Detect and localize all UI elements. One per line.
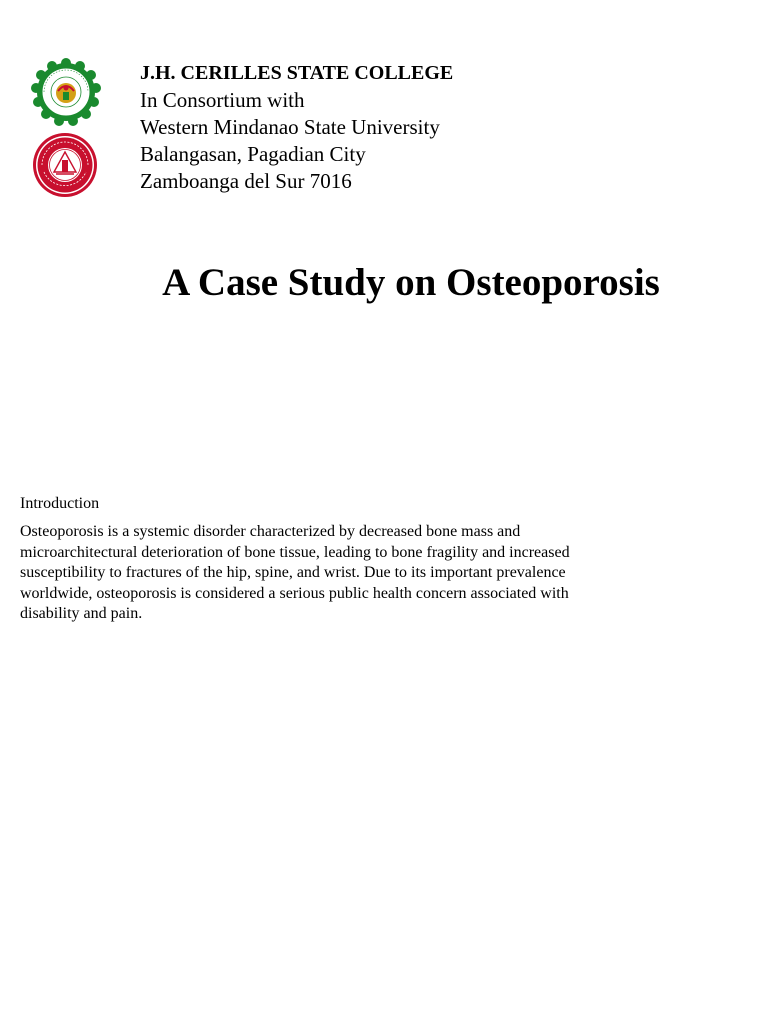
paragraph-line: worldwide, osteoporosis is considered a serious public health concern associated with	[20, 584, 569, 602]
introduction-paragraph	[20, 522, 710, 625]
paragraph-line: microarchitectural deterioration of bone tissue, leading to bone fragility and increased	[20, 543, 570, 561]
paragraph-line: susceptibility to fractures of the hip, spine, and wrist. Due to its important prevalence	[20, 564, 566, 582]
consortium-line: In Consortium with	[140, 88, 305, 112]
wmsu-seal-logo	[32, 132, 98, 198]
institution-header	[140, 60, 740, 195]
paragraph-line: Osteoporosis is a systemic disorder characterized by decreased bone mass and	[20, 523, 521, 540]
introduction-heading: Introduction	[20, 495, 100, 512]
institution-name: J.H. CERILLES STATE COLLEGE	[140, 62, 454, 84]
paragraph-line: disability and pain.	[20, 605, 143, 623]
university-name: Western Mindanao State University	[140, 115, 440, 139]
jhcsc-seal-logo	[30, 57, 102, 127]
location-line: Balangasan, Pagadian City	[140, 142, 366, 166]
document-title: A Case Study on Osteoporosis	[162, 261, 660, 304]
province-line: Zamboanga del Sur 7016	[140, 169, 352, 193]
